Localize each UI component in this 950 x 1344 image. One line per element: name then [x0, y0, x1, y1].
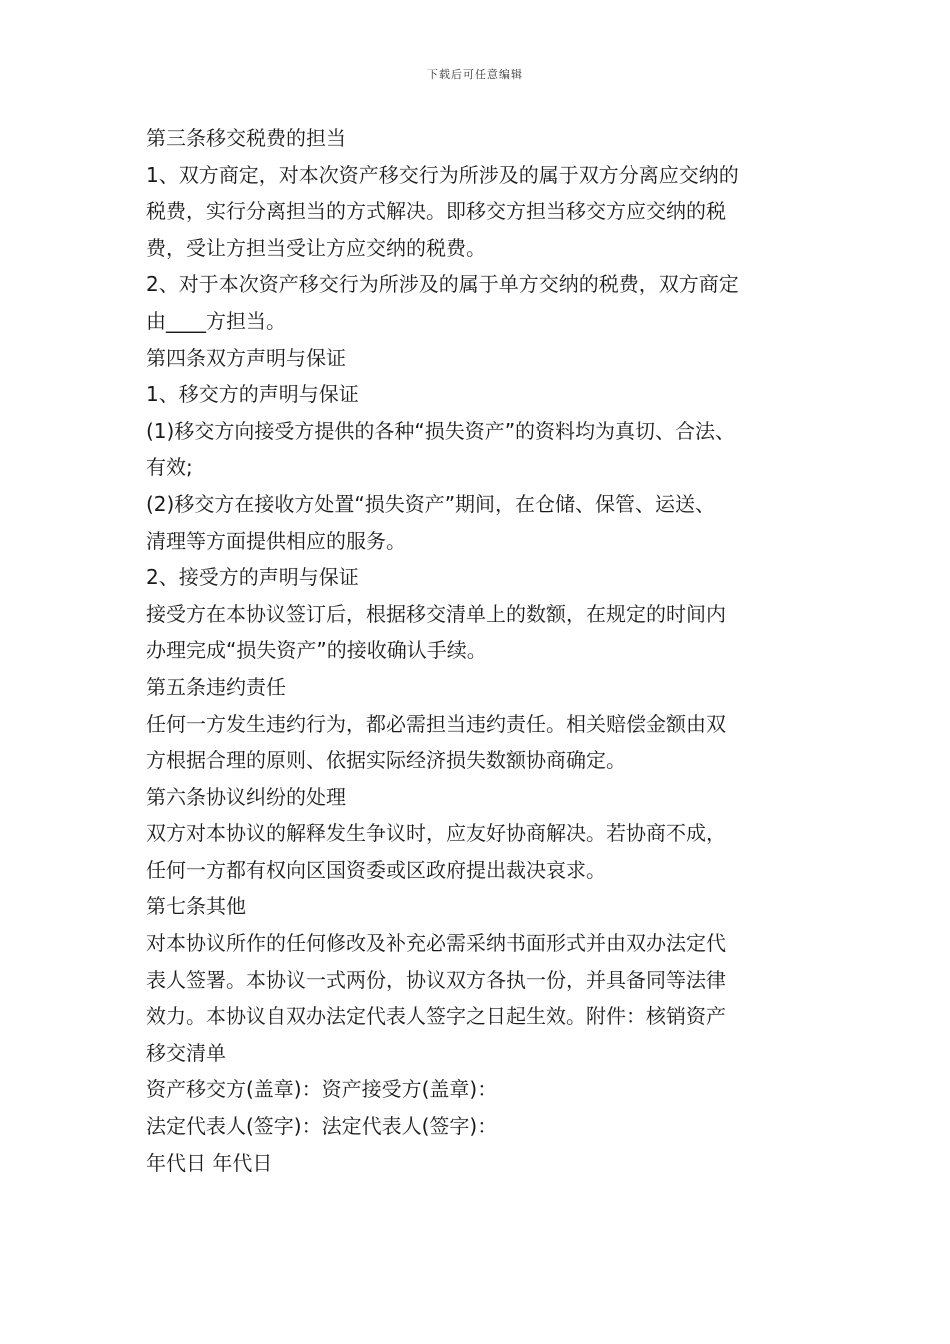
text-line: 任何一方发生违约行为，都必需担当违约责任。相关赔偿金额由双	[146, 711, 726, 736]
text-line: 接受方在本协议签订后，根据移交清单上的数额，在规定的时间内	[146, 601, 726, 626]
text-line: 双方对本协议的解释发生争议时，应友好协商解决。若协商不成，	[146, 821, 726, 846]
text-line: 2、接受方的声明与保证	[146, 565, 359, 590]
text-line: 第三条移交税费的担当	[146, 126, 346, 150]
text-line: 对本协议所作的任何修改及补充必需采纳书面形式并由双办法定代	[146, 931, 726, 956]
text-line: 第六条协议纠纷的处理	[146, 784, 346, 809]
text-line: 第五条违约责任	[146, 674, 286, 699]
text-line: 第四条双方声明与保证	[146, 345, 346, 370]
text-line: 年代日 年代日	[146, 1150, 273, 1175]
text-line: 1、移交方的声明与保证	[146, 382, 359, 407]
text-line: 移交清单	[146, 1040, 226, 1065]
text-line: 资产移交方(盖章)：资产接受方(盖章)：	[146, 1077, 498, 1102]
text-line: 效力。本协议自双办法定代表人签字之日起生效。附件：核销资产	[146, 1004, 726, 1029]
text-line: 费，受让方担当受让方应交纳的税费。	[146, 235, 486, 260]
text-line: 1、双方商定，对本次资产移交行为所涉及的属于双方分离应交纳的	[146, 162, 739, 187]
text-line: 第七条其他	[146, 894, 246, 919]
text-line: 表人签署。本协议一式两份，协议双方各执一份，并具备同等法律	[146, 967, 726, 992]
text-line: 税费，实行分离担当的方式解决。即移交方担当移交方应交纳的税	[146, 199, 726, 224]
text-line: (1)移交方向接受方提供的各种“损失资产”的资料均为真切、合法、	[146, 418, 736, 443]
text-line: 由____方担当。	[146, 308, 286, 333]
text-line: 任何一方都有权向区国资委或区政府提出裁决哀求。	[146, 857, 606, 882]
page-header: 下载后可任意编辑	[427, 68, 523, 81]
text-line: (2)移交方在接收方处置“损失资产”期间，在仓储、保管、运送、	[146, 491, 716, 516]
text-line: 清理等方面提供相应的服务。	[146, 528, 406, 553]
text-line: 法定代表人(签字)：法定代表人(签字)：	[146, 1114, 498, 1139]
text-line: 2、对于本次资产移交行为所涉及的属于单方交纳的税费，双方商定	[146, 272, 739, 297]
document-body	[146, 120, 826, 1181]
text-line: 有效;	[146, 455, 193, 480]
text-line: 方根据合理的原则、依据实际经济损失数额协商确定。	[146, 748, 626, 773]
text-line: 办理完成“损失资产”的接收确认手续。	[146, 638, 487, 663]
